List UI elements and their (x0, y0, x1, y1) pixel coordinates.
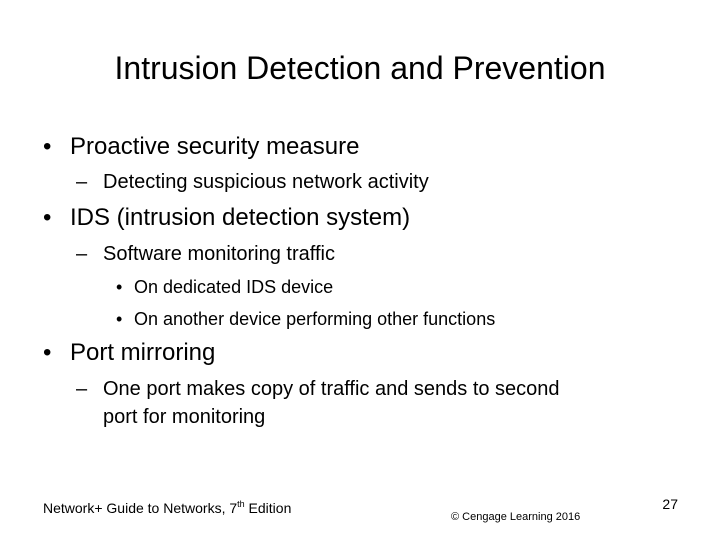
slide-title: Intrusion Detection and Prevention (114, 50, 606, 86)
footer-copyright: © Cengage Learning 2016 (451, 511, 581, 523)
bullet-level2-text: One port makes copy of traffic and sends to second (103, 378, 560, 400)
bullet-marker: • (43, 204, 52, 231)
bullet-marker: • (43, 133, 52, 160)
dash-marker: – (76, 171, 88, 193)
bullet-marker: • (116, 309, 123, 329)
bullet-level1-text: Port mirroring (70, 339, 216, 366)
footer-page-number: 27 (662, 496, 678, 512)
bullet-level3-text: On dedicated IDS device (134, 277, 334, 297)
bullet-marker: • (43, 339, 52, 366)
dash-marker: – (76, 378, 88, 400)
bullet-level2-continuation: port for monitoring (103, 406, 266, 428)
bullet-level3-text: On another device performing other functions (134, 309, 496, 329)
footer-book-title (43, 495, 291, 517)
bullet-marker: • (116, 277, 123, 297)
bullet-level2-text: Software monitoring traffic (103, 243, 335, 265)
bullet-level2-text: Detecting suspicious network activity (103, 171, 429, 193)
footer-book-prefix: Network+ Guide to Networks, 7 (43, 500, 238, 516)
bullet-level1-text: IDS (intrusion detection system) (70, 204, 411, 231)
footer-book-superscript: th (237, 499, 245, 509)
dash-marker: – (76, 243, 88, 265)
bullet-level1-text: Proactive security measure (70, 133, 360, 160)
footer-book-suffix: Edition (244, 500, 292, 516)
